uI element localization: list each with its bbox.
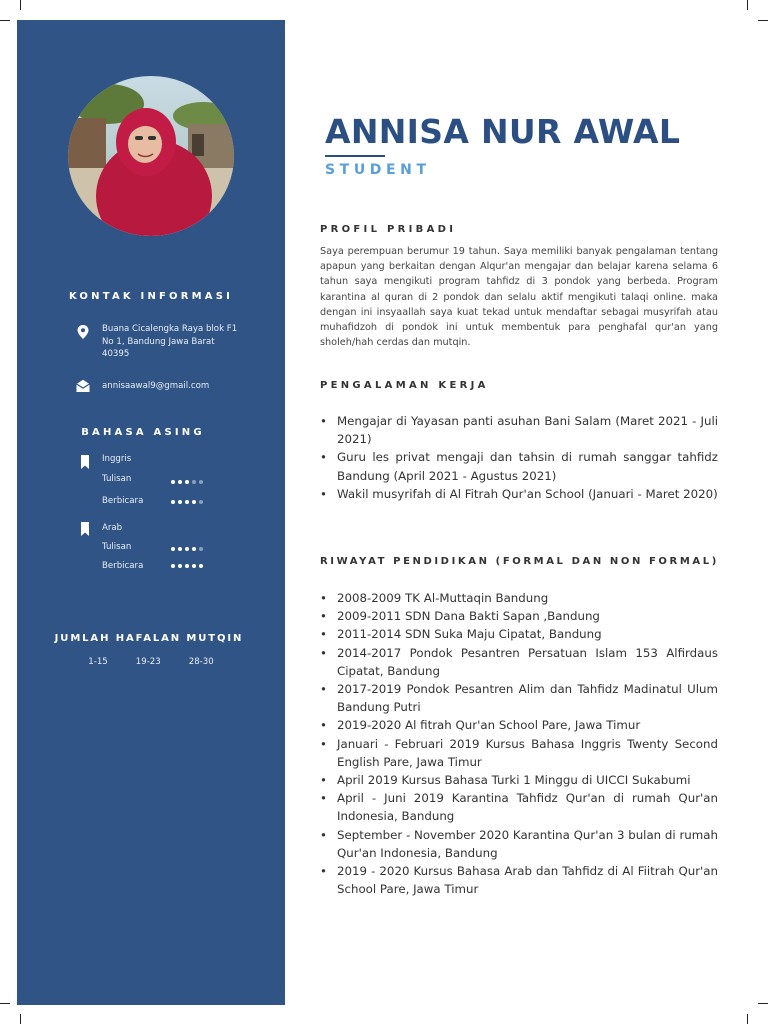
- skill-label: Berbicara: [102, 561, 144, 571]
- address-line: 40395: [102, 349, 130, 360]
- crop-mark: [747, 0, 748, 10]
- education-heading: RIWAYAT PENDIDIKAN (FORMAL DAN NON FORMAL): [320, 556, 719, 567]
- crop-mark: [758, 1003, 768, 1004]
- rating-dot: [171, 480, 175, 484]
- skill-label: Berbicara: [102, 496, 144, 506]
- rating-dot: [178, 547, 182, 551]
- list-item: • 2017-2019 Pondok Pesantren Alim dan Tahfidz Madinatul Ulum Bandung Putri: [320, 680, 718, 716]
- list-item: • Mengajar di Yayasan panti asuhan Bani Salam (Maret 2021 - Juli 2021): [320, 412, 718, 448]
- profile-text: Saya perempuan berumur 19 tahun. Saya memiliki banyak pengalaman tentang apapun yang berkaitan dengan Alqur'an mengajar dan belajar karena selama 6 tahun saya mengikuti program tahfidz di 3 pondok yang berbeda. Program karantina al quran di 2 pondok dan selalu aktif mengikuti talaqi online. maka dengan ini insyaallah saya kuat tekad untuk mendaftar sebagai musyrifah atau muhafidzoh di pondok ini untuk membentuk para penghafal qur'an yang sholeh/hah cerdas dan mutqin.: [320, 246, 718, 349]
- crop-mark: [0, 20, 10, 21]
- hafalan-range: 1-15: [88, 657, 108, 667]
- language-name: Inggris: [102, 454, 132, 464]
- person-role: STUDENT: [325, 162, 431, 178]
- rating-dot: [192, 547, 196, 551]
- languages-heading: BAHASA ASING: [81, 427, 205, 438]
- rating-dot: [192, 500, 196, 504]
- rating-dot: [178, 480, 182, 484]
- envelope-icon: [75, 378, 91, 394]
- hafalan-range: 19-23: [135, 657, 161, 667]
- list-item: • 2019-2020 Al fitrah Qur'an School Pare, Jawa Timur: [320, 716, 718, 734]
- list-item: • 2008-2009 TK Al-Muttaqin Bandung: [320, 589, 718, 607]
- bookmark-icon: [77, 521, 93, 537]
- rating-dot: [192, 480, 196, 484]
- skill-rating: [171, 500, 203, 504]
- rating-dot: [171, 547, 175, 551]
- profile-photo: [68, 76, 234, 236]
- rating-dot: [199, 564, 203, 568]
- list-item: • Guru les privat mengaji dan tahsin di rumah sanggar tahfidz Bandung (April 2021 - Agustus 2021): [320, 448, 718, 484]
- skill-rating: [171, 547, 203, 551]
- list-item: • 2019 - 2020 Kursus Bahasa Arab dan Tahfidz di Al Fiitrah Qur'an School Pare, Jawa Timur: [320, 862, 718, 898]
- list-item: • April - Juni 2019 Karantina Tahfidz Qur'an di rumah Qur'an Indonesia, Bandung: [320, 789, 718, 825]
- location-pin-icon: [75, 324, 91, 340]
- rating-dot: [178, 564, 182, 568]
- list-item: • 2011-2014 SDN Suka Maju Cipatat, Bandung: [320, 625, 718, 643]
- list-item: • Wakil musyrifah di Al Fitrah Qur'an School (Januari - Maret 2020): [320, 485, 718, 503]
- skill-rating: [171, 480, 203, 484]
- address-text: [102, 323, 237, 361]
- experience-heading: PENGALAMAN KERJA: [320, 380, 489, 391]
- education-list: [320, 589, 718, 898]
- address-line: No 1, Bandung Jawa Barat: [102, 336, 215, 347]
- rating-dot: [199, 500, 203, 504]
- experience-list: [320, 412, 718, 503]
- rating-dot: [171, 564, 175, 568]
- crop-mark: [747, 1014, 748, 1024]
- list-item: • September - November 2020 Karantina Qur'an 3 bulan di rumah Qur'an Indonesia, Bandung: [320, 826, 718, 862]
- rating-dot: [192, 564, 196, 568]
- crop-mark: [20, 1014, 21, 1024]
- list-item: • April 2019 Kursus Bahasa Turki 1 Minggu di UICCI Sukabumi: [320, 771, 718, 789]
- language-name: Arab: [102, 523, 123, 533]
- hafalan-heading: JUMLAH HAFALAN MUTQIN: [54, 633, 244, 644]
- rating-dot: [185, 480, 189, 484]
- rating-dot: [185, 500, 189, 504]
- list-item: • Januari - Februari 2019 Kursus Bahasa Inggris Twenty Second English Pare, Jawa Timur: [320, 735, 718, 771]
- email-text[interactable]: annisaawal9@gmail.com: [102, 381, 210, 391]
- rating-dot: [185, 547, 189, 551]
- rating-dot: [199, 547, 203, 551]
- rating-dot: [171, 500, 175, 504]
- list-item: • 2009-2011 SDN Dana Bakti Sapan ,Bandung: [320, 607, 718, 625]
- sidebar: [17, 20, 285, 1005]
- rating-dot: [185, 564, 189, 568]
- bookmark-icon: [77, 454, 93, 470]
- address-line: Buana Cicalengka Raya blok F1: [102, 324, 238, 334]
- crop-mark: [758, 20, 768, 21]
- hafalan-range: 28-30: [188, 657, 214, 667]
- contact-heading: KONTAK INFORMASI: [68, 291, 234, 302]
- profile-heading: PROFIL PRIBADI: [320, 224, 457, 235]
- person-name: ANNISA NUR AWAL: [325, 112, 681, 151]
- rating-dot: [199, 480, 203, 484]
- name-underline: [325, 155, 385, 157]
- crop-mark: [20, 0, 21, 10]
- skill-label: Tulisan: [102, 474, 132, 484]
- crop-mark: [0, 1003, 10, 1004]
- skill-label: Tulisan: [102, 542, 132, 552]
- hafalan-ranges: [17, 657, 285, 667]
- skill-rating: [171, 564, 203, 568]
- rating-dot: [178, 500, 182, 504]
- list-item: • 2014-2017 Pondok Pesantren Persatuan Islam 153 Alfirdaus Cipatat, Bandung: [320, 644, 718, 680]
